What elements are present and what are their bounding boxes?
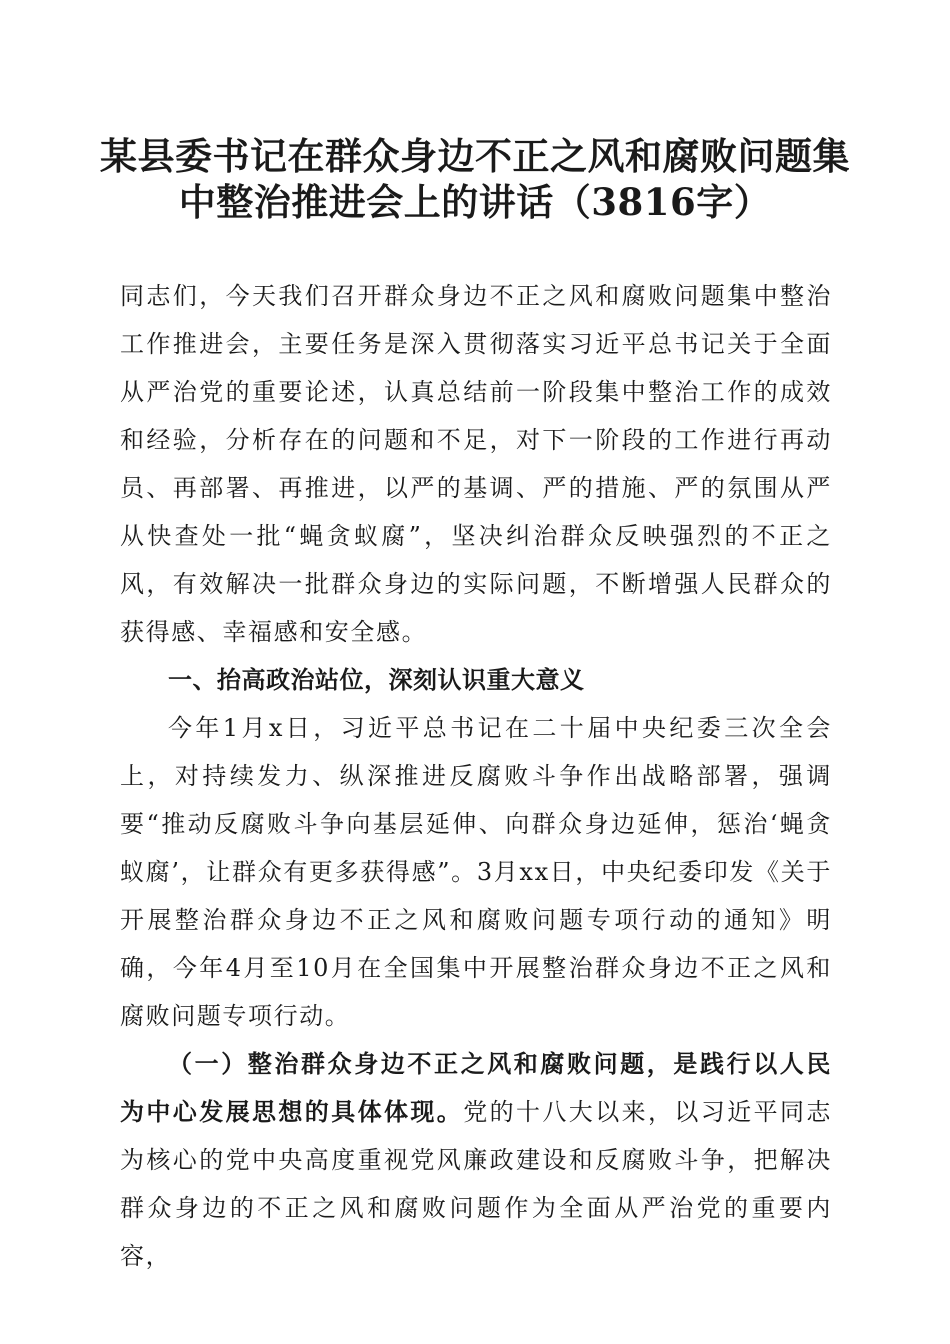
title-line-1: 某县委书记在群众身边不正之风和腐败问题集 bbox=[100, 134, 850, 178]
document-body bbox=[120, 272, 832, 1280]
section-1-heading: 一、抬高政治站位，深刻认识重大意义 bbox=[168, 666, 585, 694]
section-1-paragraph: 今年1月x日，习近平总书记在二十届中央纪委三次全会上，对持续发力、纵深推进反腐败斗争作出战略部署，强调要“推动反腐败斗争向基层延伸、向群众身边延伸，惩治‘蝇贪蚁腐’，让群众有更多获得感”。3月xx日，中央纪委印发《关于开展整治群众身边不正之风和腐败问题专项行动的通知》明确，今年4月至10月在全国集中开展整治群众身边不正之风和腐败问题专项行动。 bbox=[120, 714, 832, 1030]
title-line-2: 中整治推进会上的讲话（3816字） bbox=[178, 180, 772, 224]
intro-paragraph: 同志们，今天我们召开群众身边不正之风和腐败问题集中整治工作推进会，主要任务是深入贯彻落实习近平总书记关于全面从严治党的重要论述，认真总结前一阶段集中整治工作的成效和经验，分析存在的问题和不足，对下一阶段的工作进行再动员、再部署、再推进，以严的基调、严的措施、严的氛围从严从快查处一批“蝇贪蚁腐”，坚决纠治群众反映强烈的不正之风，有效解决一批群众身边的实际问题，不断增强人民群众的获得感、幸福感和安全感。 bbox=[120, 282, 832, 646]
point-1-body: 党的十八大以来，以习近平同志为核心的党中央高度重视党风廉政建设和反腐败斗争，把解决群众身边的不正之风和腐败问题作为全面从严治党的重要内容， bbox=[120, 1098, 832, 1270]
document-title bbox=[90, 133, 860, 225]
point-1-lead: （一）整治群众身边不正之风和腐败问题，是践行以人民为中心发展思想的具体体现。 bbox=[120, 1049, 832, 1126]
point-1-paragraph bbox=[120, 1040, 832, 1280]
